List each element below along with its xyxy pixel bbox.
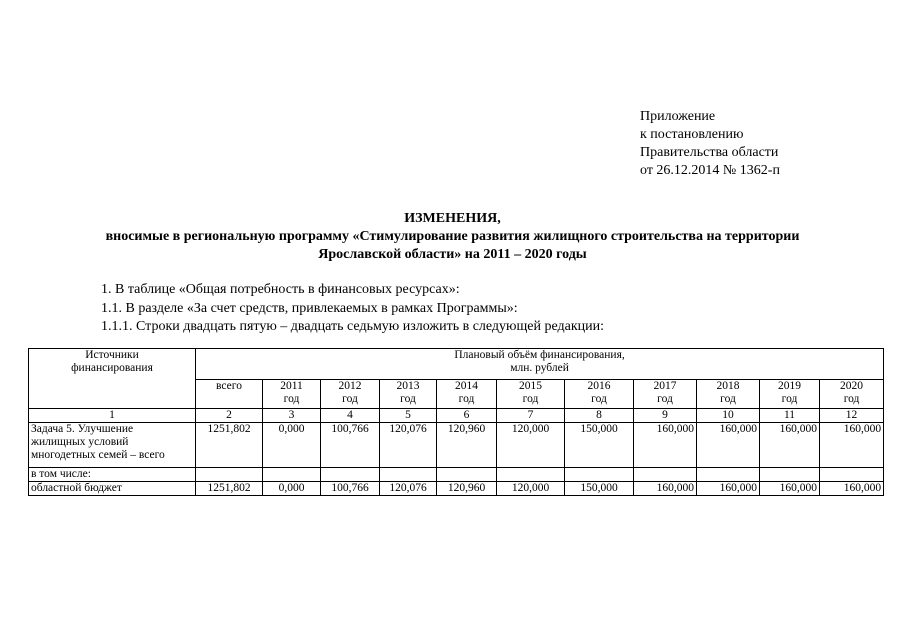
plan-header-text: млн. рублей (510, 362, 569, 374)
year-header-cell (820, 380, 884, 409)
empty-cell (196, 468, 263, 482)
year-label: 2020 (840, 380, 864, 392)
task-label-line: многодетных семей – всего (31, 449, 165, 461)
year-label: 2018 (716, 380, 740, 392)
value-cell: 150,000 (565, 423, 634, 468)
year-header-cell (263, 380, 321, 409)
value-cell: 160,000 (697, 423, 760, 468)
value-cell: 120,000 (497, 482, 565, 496)
column-number-cell: 10 (697, 409, 760, 423)
year-word: год (400, 393, 416, 405)
empty-cell (380, 468, 437, 482)
year-header-cell (437, 380, 497, 409)
year-header-cell (321, 380, 380, 409)
value-cell: 160,000 (760, 423, 820, 468)
year-word: год (591, 393, 607, 405)
year-label: 2014 (455, 380, 478, 392)
title-line: вносимые в региональную программу «Стимулирование развития жилищного строительства на территории (105, 229, 800, 244)
source-header-cell (29, 349, 196, 409)
year-word: год (283, 393, 300, 405)
table-row-budget (29, 482, 884, 496)
value-cell: 160,000 (760, 482, 820, 496)
year-word: год (657, 393, 673, 405)
year-label: 2011 (280, 380, 303, 392)
year-word: год (781, 393, 798, 405)
document-title (0, 210, 905, 264)
value-cell: 160,000 (820, 423, 884, 468)
value-cell: 100,766 (321, 482, 380, 496)
approval-line: от 26.12.2014 № 1362-п (640, 163, 780, 178)
value-cell: 100,766 (321, 423, 380, 468)
column-number-cell: 12 (820, 409, 884, 423)
value-cell: 160,000 (634, 482, 697, 496)
empty-cell (760, 468, 820, 482)
budget-label-cell: областной бюджет (29, 482, 196, 496)
value-cell: 160,000 (697, 482, 760, 496)
year-header-cell (634, 380, 697, 409)
empty-cell (437, 468, 497, 482)
year-label: 2017 (653, 380, 677, 392)
title-line: ИЗМЕНЕНИЯ, (404, 211, 501, 226)
value-cell: 120,960 (437, 482, 497, 496)
column-number-cell: 1 (29, 409, 196, 423)
approval-block (640, 108, 780, 180)
table-row-including (29, 468, 884, 482)
value-cell: 120,960 (437, 423, 497, 468)
year-label: 2012 (338, 380, 362, 392)
value-cell: 1251,802 (196, 482, 263, 496)
year-label: 2019 (778, 380, 801, 392)
empty-cell (565, 468, 634, 482)
table-column-numbers-row (29, 409, 884, 423)
empty-cell (321, 468, 380, 482)
column-number-cell: 6 (437, 409, 497, 423)
year-header-cell (697, 380, 760, 409)
title-line: Ярославской области» на 2011 – 2020 годы (318, 247, 587, 262)
column-number-cell: 8 (565, 409, 634, 423)
empty-cell (263, 468, 321, 482)
value-cell: 150,000 (565, 482, 634, 496)
financing-table (28, 348, 884, 496)
column-number-cell: 4 (321, 409, 380, 423)
empty-cell (497, 468, 565, 482)
year-label: 2016 (587, 380, 611, 392)
approval-line: Приложение (640, 109, 716, 124)
column-number-cell: 9 (634, 409, 697, 423)
table-row-task (29, 423, 884, 468)
year-word: год (522, 393, 539, 405)
year-header-cell (497, 380, 565, 409)
year-header-cell (760, 380, 820, 409)
task-label-cell (29, 423, 196, 468)
year-header-cell (380, 380, 437, 409)
value-cell: 120,000 (497, 423, 565, 468)
year-label: 2013 (396, 380, 420, 392)
empty-cell (820, 468, 884, 482)
paragraph: 1. В таблице «Общая потребность в финансовых ресурсах»: (101, 282, 460, 297)
year-word: год (458, 393, 475, 405)
empty-cell (634, 468, 697, 482)
including-label-cell: в том числе: (29, 468, 196, 482)
column-number-cell: 7 (497, 409, 565, 423)
approval-line: Правительства области (640, 145, 779, 160)
plan-header-text: Плановый объём финансирования, (454, 349, 625, 361)
empty-cell (697, 468, 760, 482)
column-number-cell: 5 (380, 409, 437, 423)
body-paragraphs (101, 281, 604, 337)
value-cell: 0,000 (263, 423, 321, 468)
plan-header-cell (196, 349, 884, 380)
value-cell: 160,000 (820, 482, 884, 496)
approval-line: к постановлению (640, 127, 744, 142)
year-header-cell (565, 380, 634, 409)
column-number-cell: 3 (263, 409, 321, 423)
column-number-cell: 2 (196, 409, 263, 423)
year-word: год (342, 393, 358, 405)
value-cell: 1251,802 (196, 423, 263, 468)
source-header-text: Источники (85, 349, 139, 361)
paragraph: 1.1. В разделе «За счет средств, привлекаемых в рамках Программы»: (101, 300, 518, 316)
source-header-text: финансирования (71, 362, 153, 374)
table-header-row (29, 349, 884, 380)
value-cell: 160,000 (634, 423, 697, 468)
total-header-cell: всего (196, 380, 263, 409)
year-label: 2015 (519, 380, 542, 392)
year-word: год (843, 393, 860, 405)
value-cell: 120,076 (380, 423, 437, 468)
value-cell: 120,076 (380, 482, 437, 496)
value-cell: 0,000 (263, 482, 321, 496)
paragraph: 1.1.1. Строки двадцать пятую – двадцать седьмую изложить в следующей редакции: (101, 319, 605, 334)
column-number-cell: 11 (760, 409, 820, 423)
task-label-line: Задача 5. Улучшение (31, 423, 134, 435)
year-word: год (720, 393, 736, 405)
task-label-line: жилищных условий (31, 436, 129, 448)
